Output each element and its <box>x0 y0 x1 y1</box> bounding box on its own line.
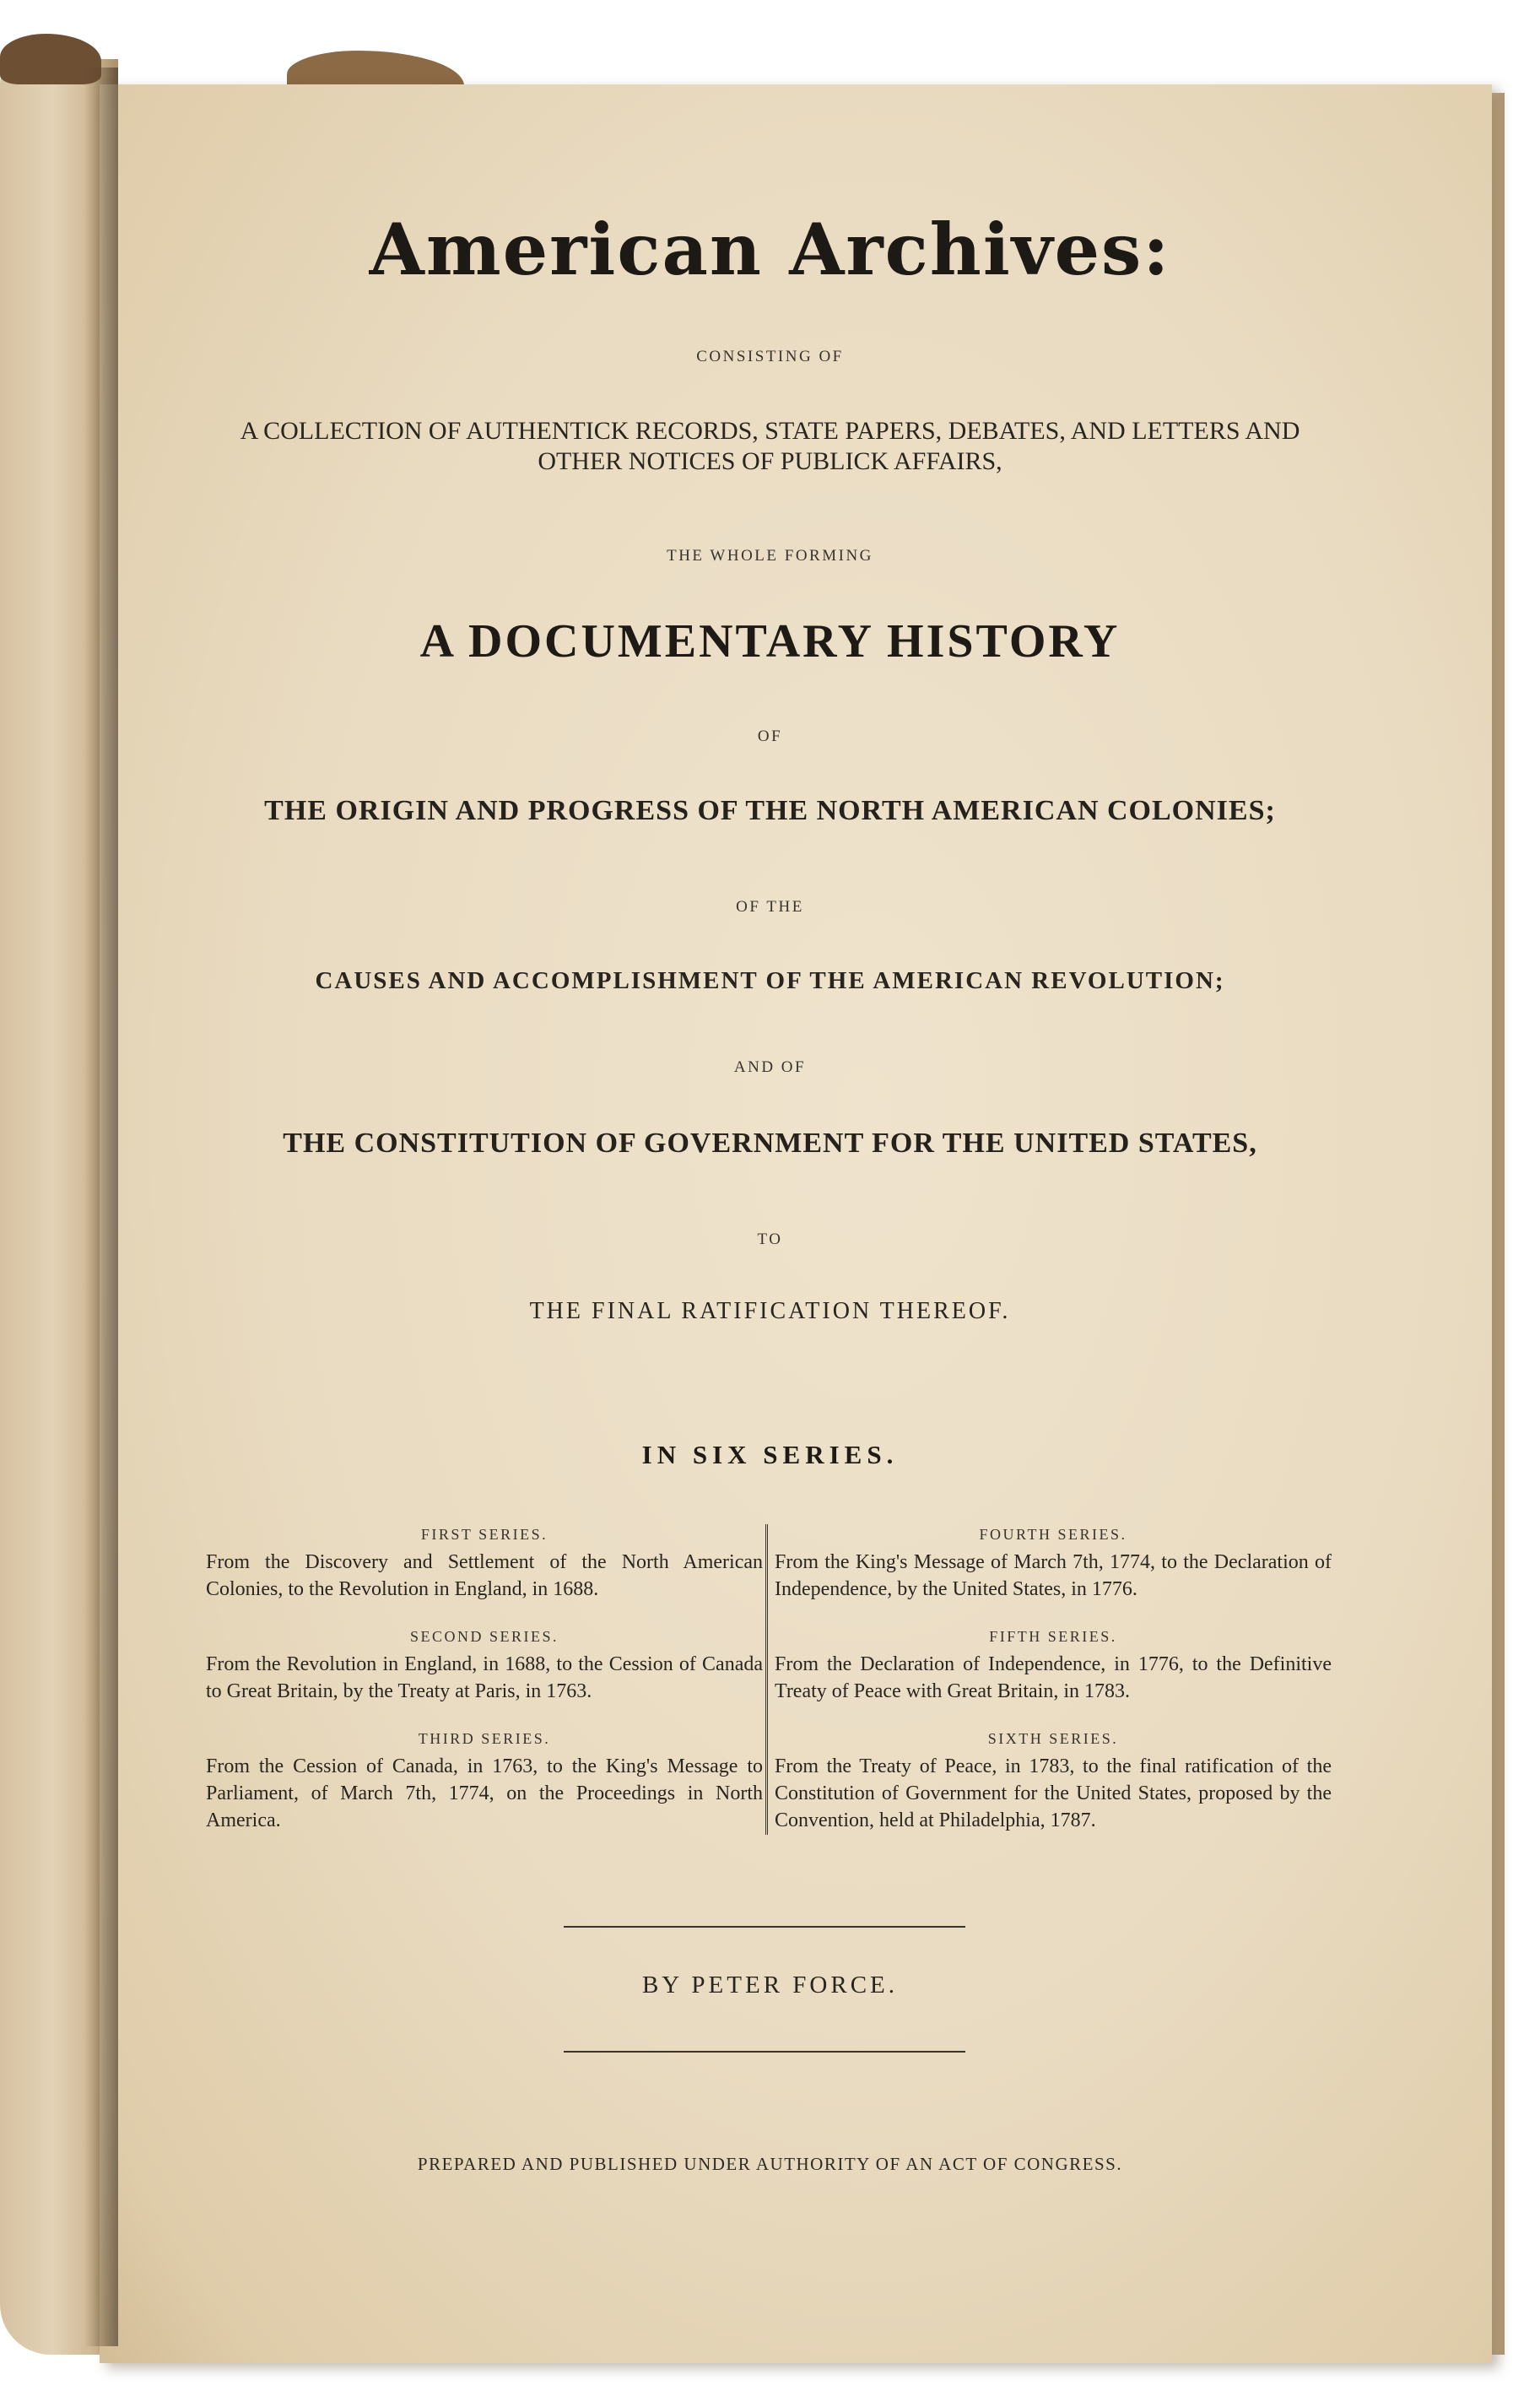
consisting-of: CONSISTING OF <box>696 348 844 365</box>
series-entry <box>775 1526 1332 1603</box>
origin-line: THE ORIGIN AND PROGRESS OF THE NORTH AMERICAN COLONIES; <box>264 795 1276 826</box>
series-title: FIRST SERIES. <box>420 1526 548 1543</box>
column-divider <box>765 1524 768 1835</box>
collection-line-2: OTHER NOTICES OF PUBLICK AFFAIRS, <box>538 447 1002 475</box>
series-text: From the Cession of Canada, in 1763, to the King's Message to Parliament, of March 7th, 1774, on the Proceedings in North America. <box>206 1755 763 1831</box>
page-title: American Archives: <box>369 208 1171 291</box>
spine-shadow <box>84 68 118 2346</box>
series-entry <box>775 1730 1332 1834</box>
series-entry <box>206 1730 763 1834</box>
series-column-right <box>775 1526 1332 1859</box>
imprint-line: PREPARED AND PUBLISHED UNDER AUTHORITY OF AN ACT OF CONGRESS. <box>417 2154 1123 2174</box>
of-label-1: OF <box>757 728 783 745</box>
final-line: THE FINAL RATIFICATION THEREOF. <box>529 1298 1011 1324</box>
causes-line: CAUSES AND ACCOMPLISHMENT OF THE AMERICAN REVOLUTION; <box>315 967 1225 994</box>
of-the-label: OF THE <box>736 898 804 916</box>
documentary-history: A DOCUMENTARY HISTORY <box>419 615 1121 668</box>
constitution-line: THE CONSTITUTION OF GOVERNMENT FOR THE UNITED STATES, <box>283 1128 1257 1159</box>
series-column-left <box>206 1526 763 1859</box>
series-title: FOURTH SERIES. <box>979 1526 1127 1543</box>
author-line: BY PETER FORCE. <box>641 1972 899 1999</box>
series-title: FIFTH SERIES. <box>989 1628 1117 1645</box>
rule-top <box>564 1926 965 1928</box>
series-text: From the Revolution in England, in 1688, to the Cession of Canada to Great Britain, by the Treaty at Paris, in 1763. <box>206 1653 763 1702</box>
series-title: SECOND SERIES. <box>409 1628 559 1645</box>
series-text: From the Discovery and Settlement of the North American Colonies, to the Revolution in England, in 1688. <box>206 1551 763 1600</box>
series-entry <box>775 1628 1332 1705</box>
series-title: THIRD SERIES. <box>418 1730 551 1747</box>
series-text: From the King's Message of March 7th, 1774, to the Declaration of Independence, by the United States, in 1776. <box>775 1551 1332 1600</box>
series-title: SIXTH SERIES. <box>987 1730 1119 1747</box>
series-text: From the Declaration of Independence, in 1776, to the Definitive Treaty of Peace with Great Britain, in 1783. <box>775 1653 1332 1702</box>
series-text: From the Treaty of Peace, in 1783, to the final ratification of the Constitution of Government for the United States, proposed by the Convention, held at Philadelphia, 1787. <box>775 1755 1332 1831</box>
six-series-heading: IN SIX SERIES. <box>641 1440 899 1469</box>
and-of-label: AND OF <box>733 1058 807 1076</box>
series-entry <box>206 1628 763 1705</box>
to-label: TO <box>757 1231 783 1248</box>
series-entry <box>206 1526 763 1603</box>
rule-bottom <box>564 2051 965 2053</box>
collection-line-1: A COLLECTION OF AUTHENTICK RECORDS, STATE PAPERS, DEBATES, AND LETTERS AND <box>240 417 1300 445</box>
whole-forming: THE WHOLE FORMING <box>667 547 873 565</box>
